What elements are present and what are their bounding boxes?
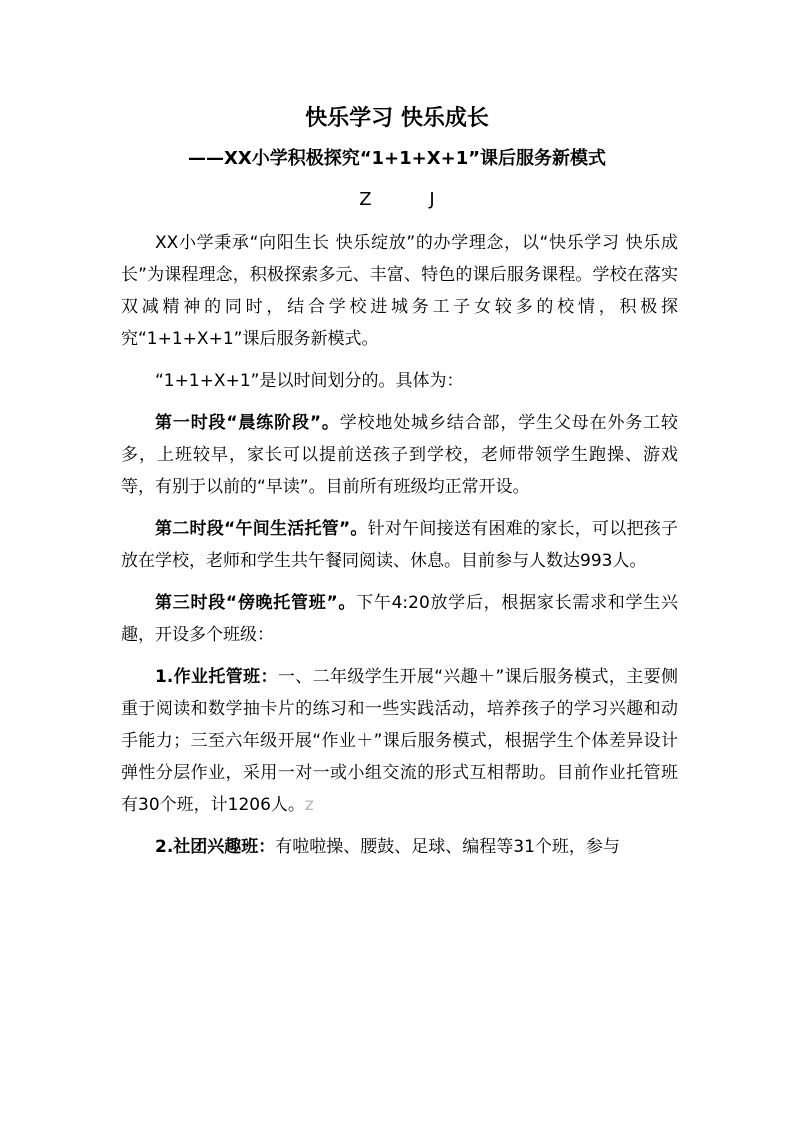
homework-class-text: 一、二年级学生开展“兴趣＋”课后服务模式，主要侧重于阅读和数学抽卡片的练习和一些实践活动，培养孩子的学习兴趣和动手能力；三至六年级开展“作业＋”课后服务模式，根据学生个体差异设计弹性分层作业，采用一对一或小组交流的形式互相帮助。目前作业托管班有30个班，计1206人。 — [121, 667, 678, 815]
period-2-heading: 第二时段“午间生活托管”。 — [155, 519, 368, 539]
club-class-text: 有啦啦操、腰鼓、足球、编程等31个班，参与 — [275, 837, 620, 857]
paragraph-period-1 — [121, 407, 678, 503]
document-title: 快乐学习 快乐成长 — [305, 106, 489, 131]
period-3-text: 下午4:20放学后，根据家长需求和学生兴趣，开设多个班级： — [121, 593, 678, 645]
document-subtitle: ——XX小学积极探究“1+1+X+1”课后服务新模式 — [187, 148, 607, 169]
document-body — [121, 227, 678, 873]
period-2-text: 针对午间接送有困难的家长，可以把孩子放在学校，老师和学生共午餐同阅读、休息。目前参与人数达993人。 — [121, 519, 678, 571]
faint-mark: z — [304, 795, 314, 815]
paragraph-period-2 — [121, 513, 678, 577]
paragraph-overview: “1+1+X+1”是以时间划分的。具体为： — [155, 371, 464, 391]
paragraph-period-3 — [121, 587, 678, 651]
paragraph-club-class — [121, 831, 678, 863]
period-1-heading: 第一时段“晨练阶段”。 — [155, 413, 340, 433]
paragraph-intro: XX小学秉承“向阳生长 快乐绽放”的办学理念，以“快乐学习 快乐成长”为课程理念，积极探索多元、丰富、特色的课后服务课程。学校在落实双减精神的同时，结合学校进城务工子女较多的校情，积极探究“1+1+X+1”课后服务新模式。 — [121, 233, 678, 349]
author-initial: Z — [359, 189, 372, 210]
period-3-heading: 第三时段“傍晚托管班”。 — [155, 593, 357, 613]
author-line — [0, 188, 794, 212]
author-initial: J — [429, 189, 435, 210]
club-class-heading: 2.社团兴趣班： — [155, 837, 276, 857]
homework-class-heading: 1.作业托管班： — [155, 667, 278, 687]
paragraph-homework-class — [121, 661, 678, 821]
period-1-text: 学校地处城乡结合部，学生父母在外务工较多，上班较早，家长可以提前送孩子到学校，老师带领学生跑操、游戏等，有别于以前的“早读”。目前所有班级均正常开设。 — [121, 413, 678, 497]
